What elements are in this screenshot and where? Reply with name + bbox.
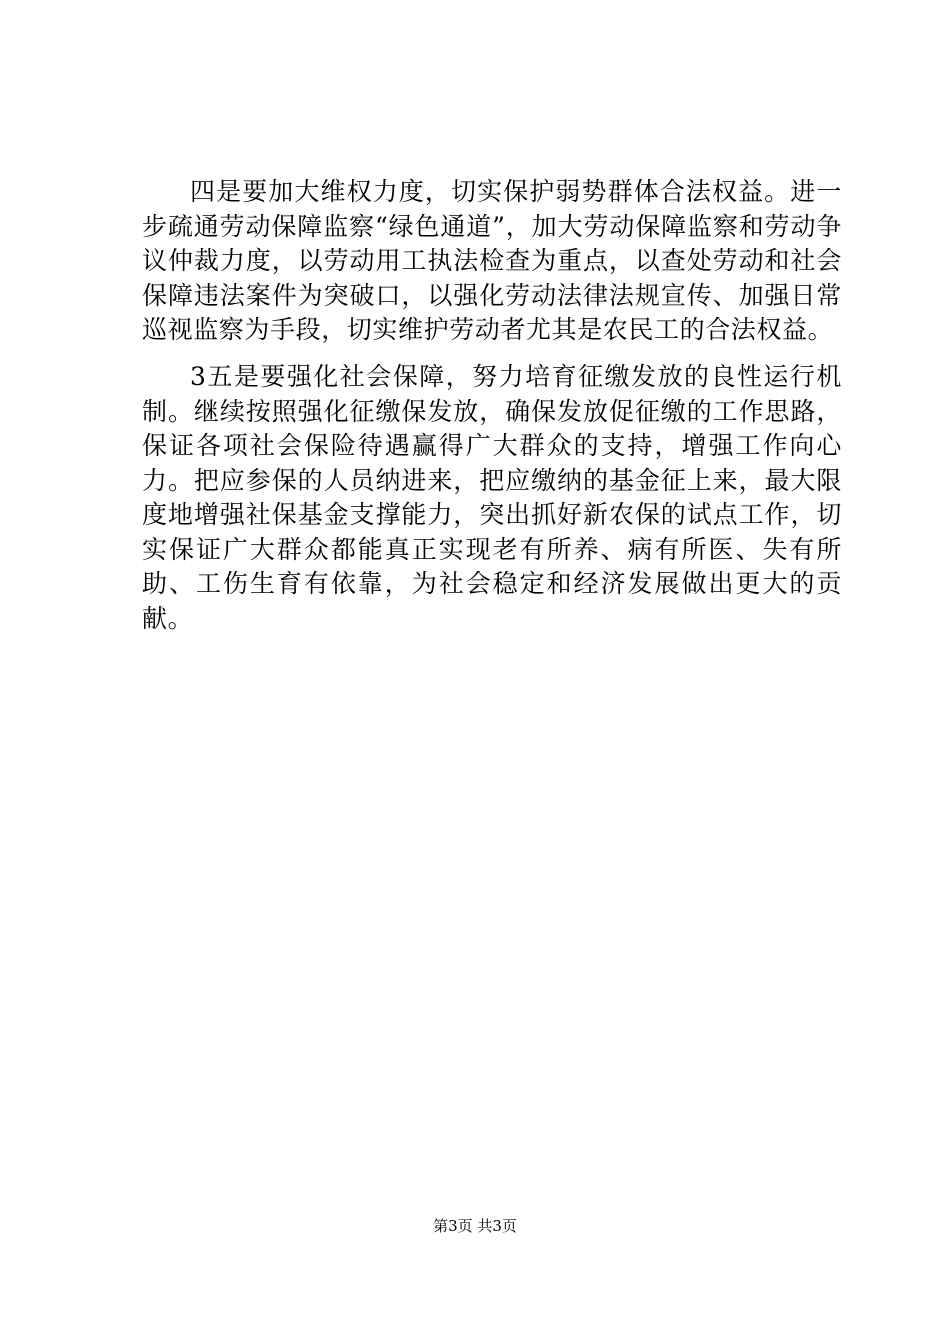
- page-number-footer: 第3页 共3页: [433, 1217, 517, 1235]
- paragraph-rights-protection: 四是要加大维权力度，切实保护弱势群体合法权益。进一步疏通劳动保障监察“绿色通道”，加大劳动保障监察和劳动争议仲裁力度，以劳动用工执法检查为重点，以查处劳动和社会保障违法案件为突破口，以强化劳动法律法规宣传、加强日常巡视监察为手段，切实维护劳动者尤其是农民工的合法权益。: [142, 177, 842, 344]
- paragraph-social-security: 3五是要强化社会保障，努力培育征缴发放的良性运行机制。继续按照强化征缴保发放，确保发放促征缴的工作思路，保证各项社会保险待遇赢得广大群众的支持，增强工作向心力。把应参保的人员纳进来，把应缴纳的基金征上来，最大限度地增强社保基金支撑能力，突出抓好新农保的试点工作，切实保证广大群众都能真正实现老有所养、病有所医、失有所助、工伤生育有依靠，为社会稳定和经济发展做出更大的贡献。: [142, 362, 842, 633]
